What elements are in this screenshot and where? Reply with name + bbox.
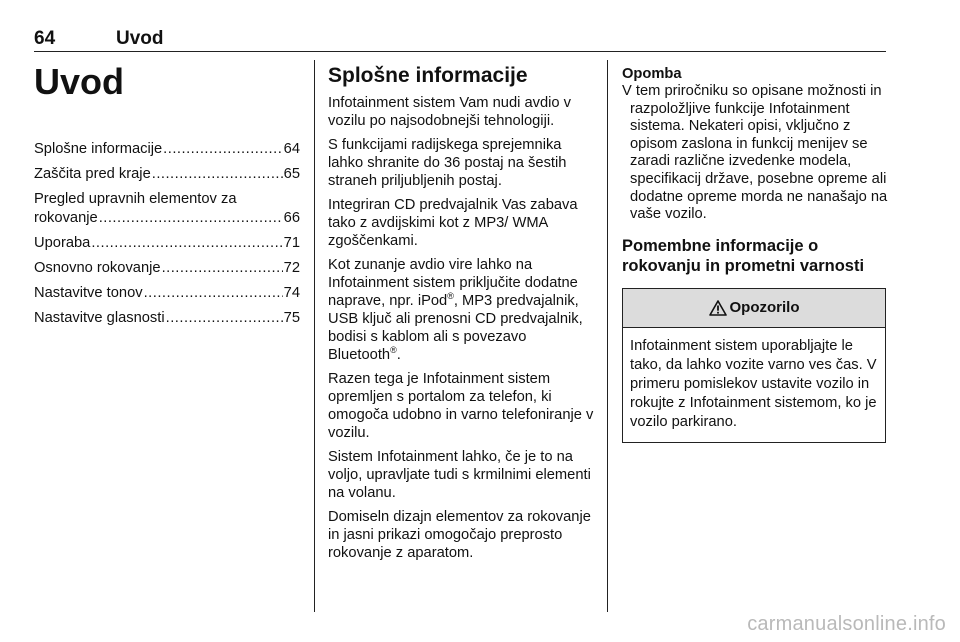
toc-entry[interactable]	[34, 190, 300, 228]
chapter-title: Uvod	[34, 61, 124, 102]
toc-dot-leader	[99, 209, 283, 228]
toc-dot-leader	[91, 234, 282, 253]
paragraph: Integriran CD predvajalnik Vas zabava tako z avdijskimi kot z MP3/ WMA zgoščenkami.	[328, 197, 578, 249]
warning-triangle-icon	[709, 300, 727, 316]
toc-entry-page: 74	[283, 285, 300, 301]
warning-box	[622, 288, 886, 443]
note-text: V tem priročniku so opisane možnosti in razpoložljive funkcije Infotainment sistema. Nekateri opisi, vključno z opisom zaslona in funkcij menijev se zaradi različne izvedenke modela, specifikacij države, posebne opreme ali dodatne opreme morda ne nanašajo na vaše vozilo.	[622, 83, 888, 223]
toc-dot-leader	[166, 309, 283, 328]
toc-entry-page: 75	[283, 310, 300, 326]
toc-dot-leader	[163, 140, 282, 159]
warning-text: Infotainment sistem uporabljajte le tako, da lahko vozite varno ves čas. V primeru pomislekov ustavite vozilo in rokujte z Infotainment sistemom, ko je vozilo parkirano.	[630, 337, 877, 430]
paragraph: S funkcijami radijskega sprejemnika lahko shranite do 36 postaj na šestih straneh priljubljenih postaj.	[328, 137, 567, 189]
toc-entry-page: 71	[283, 235, 300, 251]
paragraph: Sistem Infotainment lahko, če je to na voljo, upravljate tudi s krmilnimi elementi na volanu.	[328, 449, 591, 501]
toc-entry[interactable]	[34, 165, 300, 184]
toc-entry-label: rokovanje	[34, 210, 98, 226]
toc-entry[interactable]	[34, 234, 300, 253]
page-header	[34, 25, 886, 52]
toc-dot-leader	[144, 284, 283, 303]
toc-entry[interactable]	[34, 259, 300, 278]
notes-column	[622, 66, 888, 443]
paragraph: Infotainment sistem Vam nudi avdio v vozilu po najsodobnejši tehnologiji.	[328, 95, 572, 129]
paragraph-text: , MP3 predvajalnik, USB ključ ali prenosni CD predvajalnik, bodisi s kablom ali s povezavo Bluetooth	[328, 293, 583, 363]
watermark: carmanualsonline.info	[747, 613, 946, 635]
general-info-column	[328, 64, 596, 568]
warning-label: Opozorilo	[729, 299, 800, 317]
toc-entry-label-line1: Pregled upravnih elementov za	[34, 191, 237, 207]
toc-entry-label: Nastavitve tonov	[34, 285, 143, 301]
toc-entry-page: 65	[283, 166, 300, 182]
toc-entry-label: Nastavitve glasnosti	[34, 310, 165, 326]
toc-entry-label: Uporaba	[34, 235, 91, 251]
subsection-heading: Pomembne informacije o rokovanju in prometni varnosti	[622, 236, 865, 275]
toc-entry-page: 64	[283, 141, 300, 157]
toc-entry-page: 72	[283, 260, 300, 276]
paragraph-text: Kot zunanje avdio vire lahko na Infotainment sistem priključite dodatne naprave, npr. iPod	[328, 257, 578, 309]
toc-entry[interactable]	[34, 140, 300, 159]
paragraph: Razen tega je Infotainment sistem opremljen s portalom za telefon, ki omogoča udobno in varno telefoniranje v vozilu.	[328, 371, 594, 441]
toc-entry[interactable]	[34, 284, 300, 303]
paragraph-text: .	[396, 347, 401, 363]
registered-mark: ®	[447, 291, 454, 302]
registered-mark: ®	[390, 345, 397, 356]
column-divider-left	[314, 60, 315, 612]
warning-header	[623, 289, 885, 328]
paragraph: Domiseln dizajn elementov za rokovanje in jasni prikazi omogočajo preprosto rokovanje z aparatom.	[328, 509, 591, 561]
toc-entry-label: Zaščita pred kraje	[34, 166, 151, 182]
toc-dot-leader	[152, 165, 283, 184]
section-heading: Splošne informacije	[328, 64, 528, 87]
column-divider-right	[607, 60, 608, 612]
toc-entry[interactable]	[34, 309, 300, 328]
chapter-toc-column	[34, 62, 300, 334]
toc-entry-page: 66	[283, 210, 300, 226]
paragraph	[328, 256, 596, 364]
toc-entry-label: Splošne informacije	[34, 141, 163, 157]
note-label: Opomba	[622, 66, 682, 82]
page-number: 64	[34, 28, 56, 49]
toc-entry-label: Osnovno rokovanje	[34, 260, 161, 276]
running-title: Uvod	[116, 28, 164, 49]
toc-dot-leader	[162, 259, 283, 278]
